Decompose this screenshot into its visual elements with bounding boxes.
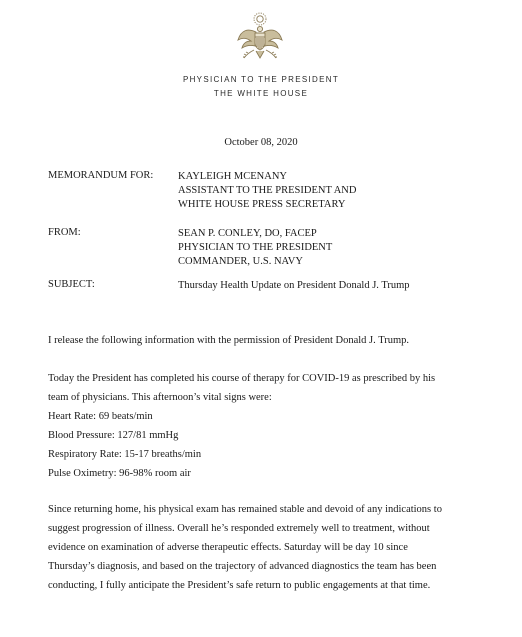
intro-paragraph: I release the following information with the permission of President Donald J. Trump. xyxy=(48,335,410,346)
memo-subject: Thursday Health Update on President Donald J. Trump xyxy=(178,280,410,291)
eagle-seal-icon xyxy=(234,10,286,66)
vital-pulse-oximetry: Pulse Oximetry: 96-98% room air xyxy=(48,468,191,479)
memo-for-line: ASSISTANT TO THE PRESIDENT AND xyxy=(178,185,357,196)
body-line: conducting, I fully anticipate the President’s safe return to public engagements at that time. xyxy=(48,580,431,591)
vital-respiratory-rate: Respiratory Rate: 15-17 breaths/min xyxy=(48,449,202,460)
therapy-paragraph xyxy=(48,369,478,483)
vital-heart-rate: Heart Rate: 69 beats/min xyxy=(48,411,153,422)
memo-from-label: FROM: xyxy=(48,227,81,238)
letterhead-location: THE WHITE HOUSE xyxy=(213,89,309,98)
memo-subject-label: SUBJECT: xyxy=(48,279,95,290)
memo-from-line: COMMANDER, U.S. NAVY xyxy=(178,256,303,267)
letterhead-office: PHYSICIAN TO THE PRESIDENT xyxy=(182,75,340,84)
memo-date: October 08, 2020 xyxy=(224,137,298,148)
memo-from-line: SEAN P. CONLEY, DO, FACEP xyxy=(178,228,317,239)
memo-for-line: KAYLEIGH MCENANY xyxy=(178,171,287,182)
vital-blood-pressure: Blood Pressure: 127/81 mmHg xyxy=(48,430,179,441)
body-line: Today the President has completed his course of therapy for COVID-19 as prescribed by his xyxy=(48,373,436,384)
body-line: Since returning home, his physical exam has remained stable and devoid of any indications to xyxy=(48,504,442,515)
memo-for-line: WHITE HOUSE PRESS SECRETARY xyxy=(178,199,346,210)
memo-for-recipient xyxy=(178,170,356,212)
memo-from-line: PHYSICIAN TO THE PRESIDENT xyxy=(178,242,333,253)
body-line: Thursday’s diagnosis, and based on the trajectory of advanced diagnostics the team has been xyxy=(48,561,437,572)
memo-from-sender xyxy=(178,227,332,269)
body-line: evidence on examination of adverse therapeutic effects. Saturday will be day 10 since xyxy=(48,542,408,553)
body-line: team of physicians. This afternoon’s vital signs were: xyxy=(48,392,272,403)
memo-for-label: MEMORANDUM FOR: xyxy=(48,170,154,181)
closing-paragraph xyxy=(48,500,478,595)
body-line: suggest progression of illness. Overall he’s responded extremely well to treatment, without xyxy=(48,523,430,534)
